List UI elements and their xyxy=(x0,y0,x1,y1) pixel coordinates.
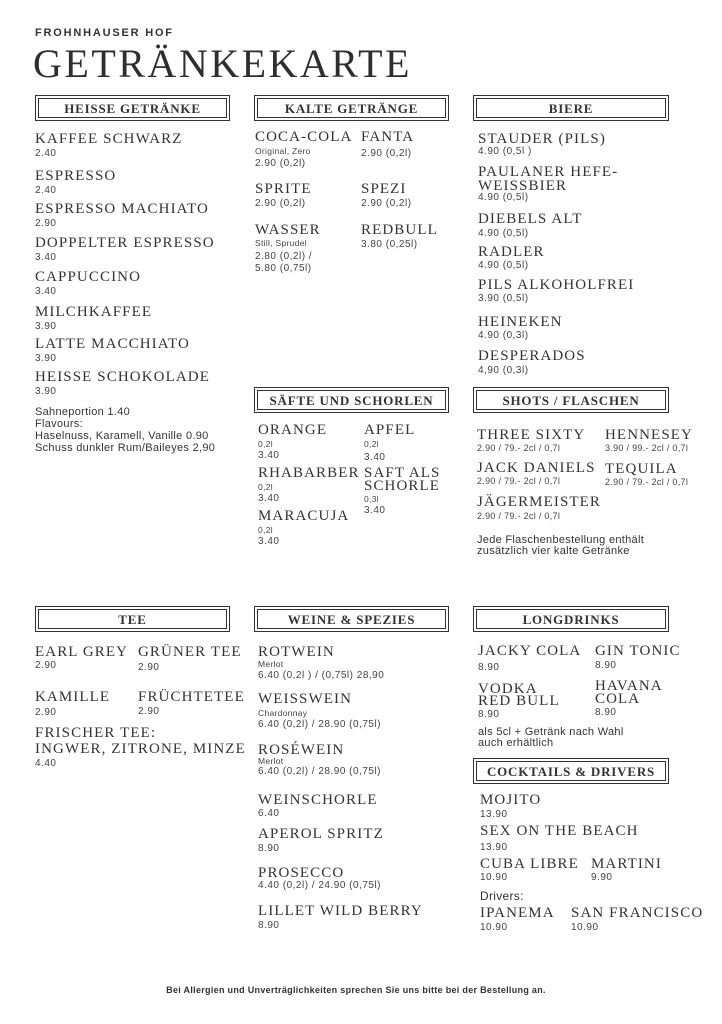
menu-item-price: 4.90 (0,5l) xyxy=(478,192,529,203)
section-header-saefte: SÄFTE UND SCHORLEN xyxy=(254,387,449,413)
menu-note: Sahneportion 1.40 xyxy=(35,406,131,418)
menu-item-price: 2.90 / 79.- 2cl / 0,7l xyxy=(477,511,561,521)
menu-item-name: EARL GREY xyxy=(35,644,129,660)
menu-item-price: 8.90 xyxy=(478,662,500,673)
menu-note: Flavours: xyxy=(35,418,83,430)
menu-item-price: 6.40 (0,2l ) / (0,75l) 28,90 xyxy=(258,670,385,681)
menu-item-price: 2.90 (0,2l) xyxy=(361,198,412,209)
menu-item-name: JACKY COLA xyxy=(478,643,582,659)
menu-item-price: 2.90 xyxy=(35,707,57,718)
menu-item-name: DIEBELS ALT xyxy=(478,211,583,227)
menu-item-detail: 0,2l xyxy=(258,482,273,492)
menu-item-price: 2.90 xyxy=(35,660,57,671)
menu-item-price: 9.90 xyxy=(591,872,613,883)
menu-item-price: 8.90 xyxy=(258,920,280,931)
menu-item-detail: Chardonnay xyxy=(258,708,308,718)
menu-item-detail: 0,2l xyxy=(258,525,273,535)
menu-item-price: 2.90 / 79.- 2cl / 0,7l xyxy=(605,477,689,487)
menu-item-name: INGWER, ZITRONE, MINZE xyxy=(35,741,246,757)
menu-item-price: 4.90 (0,3l) xyxy=(478,330,529,341)
section-header-biere: BIERE xyxy=(473,95,669,121)
menu-note: Haselnuss, Karamell, Vanille 0.90 xyxy=(35,430,209,442)
menu-item-name: GIN TONIC xyxy=(595,643,681,659)
menu-item-name: WEISSWEIN xyxy=(258,691,353,707)
menu-item-price: 3.40 xyxy=(258,493,280,504)
menu-item-name: VODKA xyxy=(478,681,538,697)
menu-item-price: 3.40 xyxy=(364,452,386,463)
menu-item-name: ESPRESSO MACHIATO xyxy=(35,201,209,217)
menu-item-name: PROSECCO xyxy=(258,865,345,881)
menu-item-detail: Still, Sprudel xyxy=(255,238,307,248)
menu-item-name: THREE SIXTY xyxy=(477,427,586,443)
menu-item-price: 3.40 xyxy=(35,286,57,297)
menu-item-name: SPEZI xyxy=(361,181,407,197)
section-header-weine: WEINE & SPEZIES xyxy=(254,606,449,632)
menu-item-name: ESPRESSO xyxy=(35,168,117,184)
menu-item-name: PILS ALKOHOLFREI xyxy=(478,277,635,293)
menu-item-price: 3.90 xyxy=(35,386,57,397)
menu-item-price: 10.90 xyxy=(480,922,508,933)
section-header-heisse: HEISSE GETRÄNKE xyxy=(35,95,230,121)
menu-item-price: 6.40 (0,2l) / 28.90 (0,75l) xyxy=(258,766,382,777)
menu-item-price: 8.90 xyxy=(478,709,500,720)
menu-item-name: MARTINI xyxy=(591,856,662,872)
menu-item-name: PAULANER HEFE- xyxy=(478,164,619,180)
menu-item-detail: Merlot xyxy=(258,659,284,669)
menu-item-price: 3.40 xyxy=(35,252,57,263)
menu-item-name: CUBA LIBRE xyxy=(480,856,579,872)
menu-item-price: 8.90 xyxy=(258,843,280,854)
menu-item-name: RED BULL xyxy=(478,693,560,709)
menu-note: Schuss dunkler Rum/Baileyes 2,90 xyxy=(35,442,216,454)
menu-item-name: MILCHKAFFEE xyxy=(35,304,153,320)
menu-item-name: HEINEKEN xyxy=(478,314,563,330)
menu-item-price: 6.40 xyxy=(258,808,280,819)
page-title: GETRÄNKEKARTE xyxy=(33,41,412,86)
menu-item-price: 5.80 (0,75l) xyxy=(255,263,312,274)
menu-item-name: SEX ON THE BEACH xyxy=(480,823,639,839)
menu-item-price: 3.90 xyxy=(35,321,57,332)
menu-item-name: WASSER xyxy=(255,222,321,238)
menu-item-price: 2.90 / 79.- 2cl / 0,7l xyxy=(477,476,561,486)
menu-item-price: 13.90 xyxy=(480,809,508,820)
section-header-tee: TEE xyxy=(35,606,230,632)
menu-item-name: LILLET WILD BERRY xyxy=(258,903,423,919)
section-header-shots: SHOTS / FLASCHEN xyxy=(473,387,669,413)
menu-item-name: RHABARBER xyxy=(258,465,360,481)
venue-name: FROHNHAUSER HOF xyxy=(35,27,174,39)
menu-item-name: APFEL xyxy=(364,422,416,438)
menu-item-name: KAMILLE xyxy=(35,689,111,705)
menu-item-name: CAPPUCCINO xyxy=(35,269,142,285)
menu-item-name: MARACUJA xyxy=(258,508,350,524)
menu-item-name: HEISSE SCHOKOLADE xyxy=(35,369,210,385)
menu-item-name: IPANEMA xyxy=(480,905,555,921)
menu-item-name: SAN FRANCISCO xyxy=(571,905,704,921)
menu-item-price: 8.90 xyxy=(595,707,617,718)
section-header-cocktails: COCKTAILS & DRIVERS xyxy=(473,758,669,784)
menu-item-price: 3.40 xyxy=(364,505,386,516)
menu-item-price: 2.40 xyxy=(35,148,57,159)
menu-item-name: STAUDER (PILS) xyxy=(478,131,606,147)
menu-item-name: SCHORLE xyxy=(364,478,441,494)
menu-item-name: HAVANA xyxy=(595,678,663,694)
menu-item-name: ROTWEIN xyxy=(258,644,335,660)
menu-item-name: MOJITO xyxy=(480,792,542,808)
menu-item-price: 10.90 xyxy=(480,872,508,883)
allergy-footer: Bei Allergien und Unverträglichkeiten sprechen Sie uns bitte bei der Bestellung an. xyxy=(166,985,546,995)
menu-item-name: APEROL SPRITZ xyxy=(258,826,384,842)
drivers-label: Drivers: xyxy=(480,889,524,903)
menu-item-price: 2.90 (0,2l) xyxy=(361,148,412,159)
menu-item-name: LATTE MACCHIATO xyxy=(35,336,190,352)
menu-item-price: 6.40 (0,2l) / 28.90 (0,75l) xyxy=(258,719,382,730)
menu-item-detail: 0,3l xyxy=(364,494,379,504)
menu-note: zusätzlich vier kalte Getränke xyxy=(477,545,630,557)
menu-item-price: 2.80 (0,2l) / xyxy=(255,251,313,262)
menu-item-price: 4.90 (0,5l) xyxy=(478,260,529,271)
menu-item-name: FANTA xyxy=(361,129,415,145)
menu-item-price: 4.40 xyxy=(35,758,57,769)
menu-item-name: JACK DANIELS xyxy=(477,460,596,476)
section-header-longdrinks: LONGDRINKS xyxy=(473,606,669,632)
menu-item-price: 2.90 / 79.- 2cl / 0,7l xyxy=(477,443,561,453)
menu-item-detail: Original, Zero xyxy=(255,146,311,156)
menu-item-detail: Merlot xyxy=(258,756,284,766)
menu-item-name: COLA xyxy=(595,691,641,707)
menu-item-name: JÄGERMEISTER xyxy=(477,494,602,510)
menu-item-price: 10.90 xyxy=(571,922,599,933)
menu-item-name: HENNESEY xyxy=(605,427,693,443)
menu-item-name: FRÜCHTETEE xyxy=(138,689,245,705)
menu-item-detail: 0,2l xyxy=(258,439,273,449)
menu-item-price: 13.90 xyxy=(480,842,508,853)
menu-item-name: SAFT ALS xyxy=(364,465,441,481)
menu-item-name: FRISCHER TEE: xyxy=(35,725,157,741)
menu-item-price: 4,90 (0,3l) xyxy=(478,365,529,376)
menu-item-name: WEISSBIER xyxy=(478,178,568,194)
menu-item-price: 4.90 (0,5l ) xyxy=(478,146,532,157)
menu-item-price: 3.90 / 99.- 2cl / 0,7l xyxy=(605,443,689,453)
menu-item-name: DESPERADOS xyxy=(478,348,586,364)
menu-item-name: KAFFEE SCHWARZ xyxy=(35,131,183,147)
menu-item-name: REDBULL xyxy=(361,222,438,238)
menu-item-price: 3.40 xyxy=(258,536,280,547)
menu-item-detail: 0,2l xyxy=(364,439,379,449)
menu-note: als 5cl + Getränk nach Wahl xyxy=(478,726,624,738)
menu-item-price: 3.90 (0,5l) xyxy=(478,293,529,304)
menu-item-price: 3.80 (0,25l) xyxy=(361,239,418,250)
menu-item-name: ORANGE xyxy=(258,422,328,438)
menu-item-name: WEINSCHORLE xyxy=(258,792,378,808)
menu-item-name: ROSÉWEIN xyxy=(258,742,345,758)
menu-item-name: TEQUILA xyxy=(605,461,678,477)
menu-item-price: 2.90 xyxy=(35,218,57,229)
section-header-kalte: KALTE GETRÄNGE xyxy=(254,95,449,121)
menu-item-price: 2.90 (0,2l) xyxy=(255,158,306,169)
menu-item-price: 4.90 (0,5l) xyxy=(478,228,529,239)
menu-item-price: 2.90 xyxy=(138,662,160,673)
menu-item-price: 2.90 xyxy=(138,706,160,717)
menu-item-name: COCA-COLA xyxy=(255,129,353,145)
menu-item-name: GRÜNER TEE xyxy=(138,644,242,660)
menu-item-price: 8.90 xyxy=(595,660,617,671)
menu-item-price: 3.90 xyxy=(35,353,57,364)
menu-item-name: SPRITE xyxy=(255,181,312,197)
menu-item-price: 4.40 (0,2l) / 24.90 (0,75l) xyxy=(258,880,382,891)
menu-item-price: 2.40 xyxy=(35,185,57,196)
menu-note: auch erhältlich xyxy=(478,737,554,749)
menu-item-price: 3.40 xyxy=(258,450,280,461)
menu-item-name: DOPPELTER ESPRESSO xyxy=(35,235,215,251)
menu-item-name: RADLER xyxy=(478,244,545,260)
menu-note: Jede Flaschenbestellung enthält xyxy=(477,534,645,546)
menu-item-price: 2.90 (0,2l) xyxy=(255,198,306,209)
